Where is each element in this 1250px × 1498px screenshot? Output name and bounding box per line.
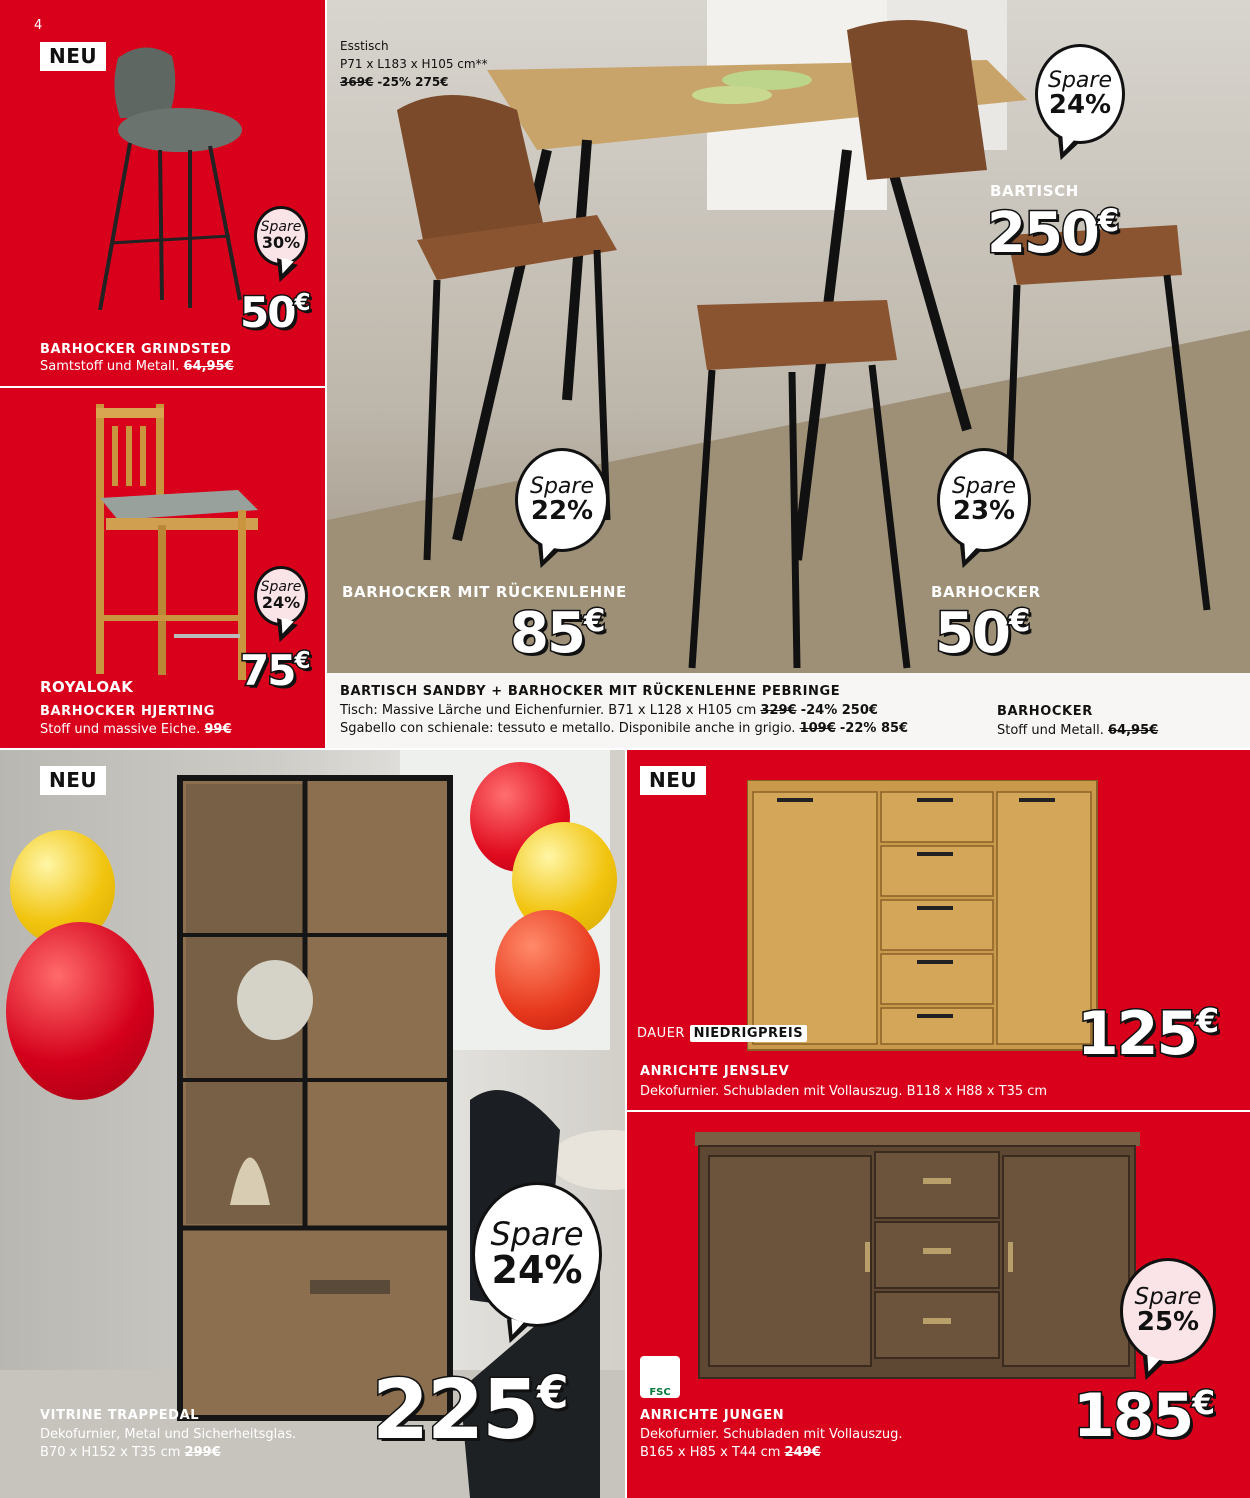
title-barhocker: BARHOCKER [997, 704, 1093, 719]
spare-bubble-barhocker: Spare 23% [937, 448, 1031, 552]
price-vitrine: 225€ [372, 1363, 569, 1458]
price-jenslev: 125€ [1077, 999, 1220, 1069]
price-grindsted: 50€ [240, 288, 311, 337]
neu-badge: NEU [40, 766, 106, 795]
bar-stool-hjerting-image [88, 400, 268, 680]
sideboard-jungen-image [695, 1132, 1145, 1382]
price-jungen: 185€ [1073, 1381, 1216, 1451]
desc-jungen-2: B165 x H85 x T44 cm 249€ [640, 1445, 821, 1460]
title-grindsted: BARHOCKER GRINDSTED [40, 342, 232, 357]
esstisch-price: 369€ -25% 275€ [340, 75, 449, 89]
spare-bubble-grindsted: Spare 30% [254, 206, 308, 266]
panel-vitrine [0, 750, 625, 1498]
price-hjerting: 75€ [240, 646, 311, 695]
desc-jungen-1: Dekofurnier. Schubladen mit Vollauszug. [640, 1427, 903, 1442]
page-number: 4 [34, 18, 43, 33]
desc-jenslev: Dekofurnier. Schubladen mit Vollauszug. B118 x H88 x T35 cm [640, 1084, 1048, 1099]
spare-bubble-barhocker-ruecken: Spare 22% [515, 448, 609, 552]
price-bartisch: 250€ [987, 201, 1120, 266]
desc-vitrine-1: Dekofurnier, Metal und Sicherheitsglas. [40, 1427, 297, 1442]
label-bartisch: BARTISCH [990, 182, 1079, 200]
desc-hjerting: Stoff und massive Eiche. 99€ [40, 722, 232, 737]
royal-oak-logo: ROYALOAK [40, 678, 134, 696]
spare-bubble-vitrine: Spare 24% [472, 1182, 602, 1327]
spare-bubble-jungen: Spare 25% [1120, 1258, 1216, 1364]
panel-jungen [627, 1112, 1250, 1498]
sandby-info-bar [327, 673, 1250, 748]
desc-vitrine-2: B70 x H152 x T35 cm 299€ [40, 1445, 221, 1460]
title-sandby: BARTISCH SANDBY + BARHOCKER MIT RÜCKENLEHNE PEBRINGE [340, 684, 841, 699]
title-jenslev: ANRICHTE JENSLEV [640, 1064, 790, 1079]
desc-barhocker: Stoff und Metall. 64,95€ [997, 723, 1159, 738]
panel-bartisch-photo [327, 0, 1250, 748]
esstisch-line2: P71 x L183 x H105 cm** [340, 57, 488, 71]
title-vitrine: VITRINE TRAPPEDAL [40, 1408, 200, 1423]
desc-grindsted: Samtstoff und Metall. 64,95€ [40, 359, 234, 374]
bar-stool-grindsted-image [90, 38, 250, 318]
fsc-logo: FSC [640, 1356, 680, 1398]
price-barhocker-ruecken: 85€ [510, 601, 606, 666]
balloon-red-left [6, 922, 154, 1100]
spare-bubble-bartisch: Spare 24% [1035, 44, 1125, 144]
dauer-niedrigpreis-badge: DAUER NIEDRIGPREIS [637, 1026, 807, 1041]
label-barhocker-ruecken: BARHOCKER MIT RÜCKENLEHNE [342, 583, 627, 601]
sandby-line1: Tisch: Massive Lärche und Eichenfurnier. B71 x L128 x H105 cm 329€ -24% 250€ [340, 703, 878, 718]
spare-bubble-hjerting: Spare 24% [254, 566, 308, 626]
title-hjerting: BARHOCKER HJERTING [40, 704, 216, 719]
sideboard-jenslev-image [747, 780, 1107, 1060]
panel-hjerting [0, 388, 325, 748]
panel-grindsted [0, 0, 325, 386]
label-barhocker: BARHOCKER [931, 583, 1041, 601]
title-jungen: ANRICHTE JUNGEN [640, 1408, 785, 1423]
price-barhocker: 50€ [935, 601, 1031, 666]
sandby-line2: Sgabello con schienale: tessuto e metallo. Disponibile anche in grigio. 109€ -22% 85€ [340, 721, 909, 736]
panel-jenslev [627, 750, 1250, 1110]
balloon-red-right [495, 910, 600, 1030]
neu-badge: NEU [40, 42, 106, 71]
neu-badge: NEU [640, 766, 706, 795]
esstisch-line1: Esstisch [340, 39, 389, 53]
